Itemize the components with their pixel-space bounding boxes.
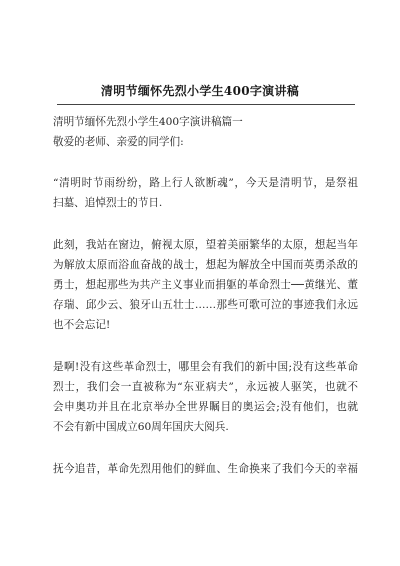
paragraph-2 <box>53 235 358 335</box>
greeting: 敬爱的老师、亲爱的同学们: <box>53 136 184 148</box>
intro-block <box>53 112 358 152</box>
paragraph-line: 抚今追昔，革命先烈用他们的鲜血、生命换来了我们今天的幸福 <box>53 463 358 475</box>
document-title: 清明节缅怀先烈小学生400字演讲稿 <box>100 84 300 98</box>
paragraph-line: 存瑞、邱少云、狼牙山五壮士……那些可歌可泣的事迹我们永远 <box>53 299 358 311</box>
title-divider <box>57 104 355 105</box>
paragraph-line: “清明时节雨纷纷，路上行人欲断魂”，今天是清明节，是祭祖 <box>53 177 358 189</box>
paragraph-line: 烈士，我们会一直被称为“东亚病夫”，永远被人驱笑，也就不 <box>53 381 358 393</box>
paragraph-line: 为解放太原而浴血奋战的战士，想起为解放全中国而英勇杀敌的 <box>53 259 358 271</box>
paragraph-4 <box>53 459 358 479</box>
paragraph-1 <box>53 173 358 213</box>
paragraph-line: 不会有新中国成立60周年国庆大阅兵. <box>53 421 229 433</box>
paragraph-line: 是啊!没有这些革命烈士，哪里会有我们的新中国;没有这些革命 <box>53 361 358 373</box>
paragraph-line: 会申奥功并且在北京举办全世界瞩目的奥运会;没有他们，也就 <box>53 401 358 413</box>
paragraph-line: 此刻，我站在窗边，俯视太原，望着美丽繁华的太原，想起当年 <box>53 239 358 251</box>
paragraph-line: 扫墓、追悼烈士的节日. <box>53 197 163 209</box>
paragraph-3 <box>53 357 358 437</box>
subtitle: 清明节缅怀先烈小学生400字演讲稿篇一 <box>53 116 243 128</box>
paragraph-line: 也不会忘记! <box>53 319 111 331</box>
paragraph-line: 勇士，想起那些为共产主义事业而捐躯的革命烈士──黄继光、董 <box>53 279 358 291</box>
